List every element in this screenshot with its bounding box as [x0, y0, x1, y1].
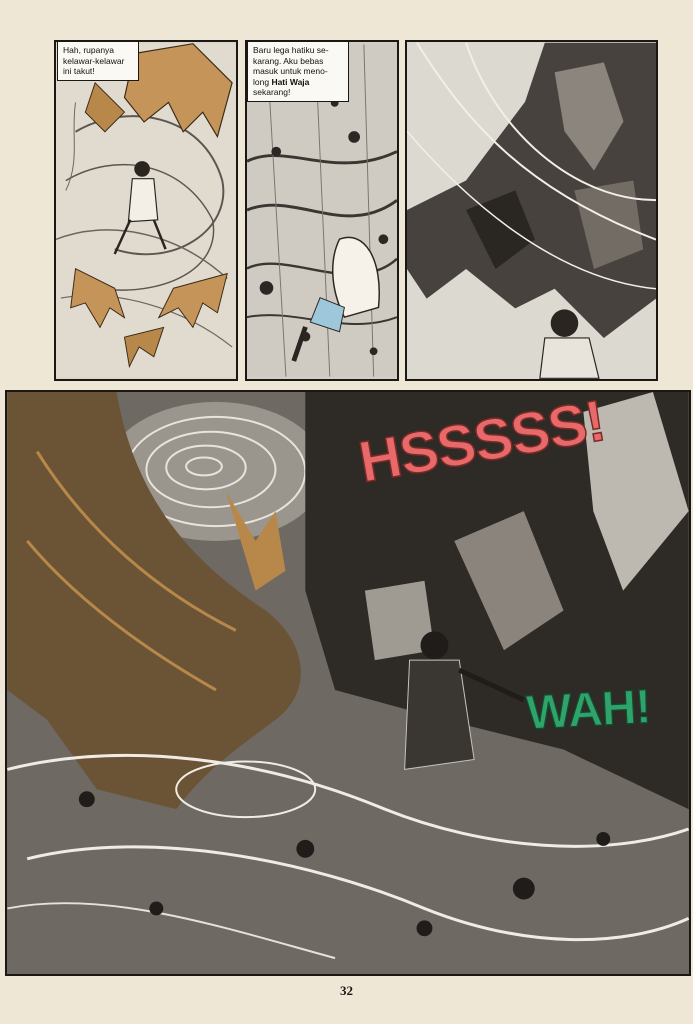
- speech-line: Hah, rupanya: [63, 45, 115, 55]
- speech-text: long: [253, 76, 272, 87]
- speech-bubble-panel-1: [57, 41, 139, 81]
- comic-panel-3: [405, 40, 658, 381]
- speech-line: karang. Aku bebas: [253, 55, 324, 66]
- panel-1-art: [56, 42, 236, 379]
- speech-line: Baru lega hatiku se-: [253, 45, 329, 55]
- speech-line: masuk untuk meno-: [253, 66, 328, 76]
- speech-line: kelawar-kelawar: [63, 55, 125, 66]
- speech-bubble-panel-2: [247, 41, 349, 102]
- sound-effect-hiss: HSSSSS!: [354, 387, 610, 495]
- panel-3-art: [407, 42, 656, 379]
- page-number: 32: [340, 983, 353, 998]
- speech-line: ini takut!: [63, 66, 95, 76]
- comic-panel-1: [54, 40, 238, 381]
- speech-bold-name: Hati Waja: [271, 76, 310, 87]
- speech-line: sekarang!: [253, 87, 291, 97]
- speech-line: [253, 77, 343, 88]
- sound-effect-wah: WAH!: [525, 680, 652, 740]
